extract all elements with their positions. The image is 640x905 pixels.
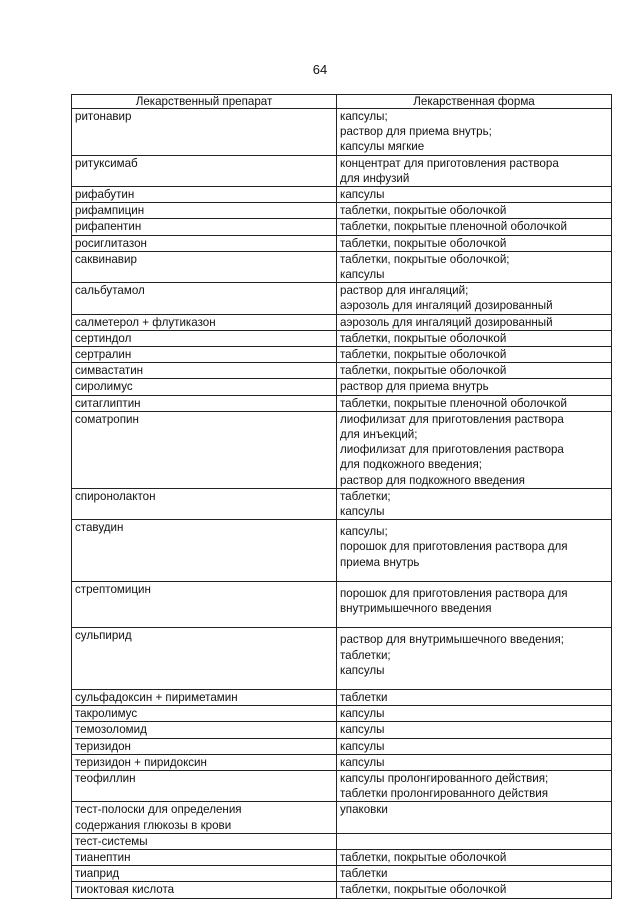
dosage-form-cell <box>337 251 612 282</box>
drug-name: содержания глюкозы в крови <box>75 818 232 832</box>
dosage-form-cell <box>337 802 612 833</box>
dosage-form: таблетки; <box>340 489 391 503</box>
dosage-form-cell <box>337 520 612 582</box>
dosage-form: раствор для ингаляций; <box>340 284 469 298</box>
dosage-form: капсулы <box>340 268 385 282</box>
dosage-form-cell <box>337 219 612 235</box>
table-row <box>72 219 612 235</box>
table-row <box>72 882 612 898</box>
table-row <box>72 187 612 203</box>
dosage-form <box>340 834 608 849</box>
table-body <box>72 109 612 899</box>
dosage-form: концентрат для приготовления раствора <box>340 156 559 170</box>
dosage-form: капсулы; <box>340 110 388 123</box>
drug-name: сертралин <box>75 348 132 362</box>
dosage-form: таблетки, покрытые оболочкой <box>340 348 507 362</box>
drug-name: рифабутин <box>75 188 135 202</box>
drug-name-cell <box>72 520 337 582</box>
dosage-form: лиофилизат для приготовления раствора <box>340 412 564 426</box>
page-number: 64 <box>312 62 328 77</box>
drug-name-cell <box>72 738 337 754</box>
dosage-form-cell <box>337 109 612 156</box>
dosage-form-cell <box>337 347 612 363</box>
drug-name-cell <box>72 849 337 865</box>
drug-name: ситаглиптин <box>75 396 141 410</box>
drug-name: росиглитазон <box>75 236 147 250</box>
dosage-form: таблетки, покрытые оболочкой <box>340 331 507 345</box>
dosage-form-cell <box>337 581 612 627</box>
drug-name: теризидон + пиридоксин <box>75 755 207 769</box>
header-drug: Лекарственный препарат <box>72 95 337 109</box>
dosage-form: таблетки, покрытые оболочкой <box>340 883 507 897</box>
dosage-form: капсулы <box>340 755 385 769</box>
table-header-row <box>72 95 612 109</box>
table-row <box>72 833 612 849</box>
drug-table <box>71 94 612 899</box>
table-row <box>72 628 612 690</box>
dosage-form: порошок для приготовления раствора для <box>340 586 568 600</box>
drug-name: сульфадоксин + пириметамин <box>75 690 238 704</box>
drug-name: сиролимус <box>75 380 133 394</box>
drug-name-cell <box>72 395 337 411</box>
dosage-form: таблетки, покрытые оболочкой <box>340 204 507 218</box>
dosage-form: для инфузий <box>340 171 410 185</box>
drug-name-cell <box>72 628 337 690</box>
dosage-form: порошок для приготовления раствора для <box>340 540 568 554</box>
drug-name-cell <box>72 347 337 363</box>
dosage-form-cell <box>337 187 612 203</box>
table-row <box>72 379 612 395</box>
dosage-form: для подкожного введения; <box>340 458 483 472</box>
drug-name-cell <box>72 411 337 488</box>
table-row <box>72 802 612 833</box>
dosage-form: лиофилизат для приготовления раствора <box>340 443 564 457</box>
drug-name: ставудин <box>75 521 124 535</box>
drug-name-cell <box>72 235 337 251</box>
dosage-form-cell <box>337 689 612 705</box>
dosage-form-cell <box>337 330 612 346</box>
dosage-form: таблетки, покрытые оболочкой <box>340 364 507 378</box>
dosage-form: раствор для приема внутрь <box>340 380 489 394</box>
drug-name: сертиндол <box>75 331 132 345</box>
dosage-form: аэрозоль для ингаляций дозированный <box>340 299 553 313</box>
dosage-form: капсулы <box>340 663 385 677</box>
drug-name: тиаприд <box>75 867 120 881</box>
dosage-form: капсулы <box>340 739 385 753</box>
drug-name-cell <box>72 330 337 346</box>
drug-name: сульпирид <box>75 629 132 643</box>
dosage-form-cell <box>337 882 612 898</box>
dosage-form: аэрозоль для ингаляций дозированный <box>340 315 553 329</box>
drug-name-cell <box>72 833 337 849</box>
dosage-form: приема внутрь <box>340 555 420 569</box>
dosage-form-cell <box>337 488 612 519</box>
dosage-form-cell <box>337 849 612 865</box>
table-row <box>72 706 612 722</box>
drug-name-cell <box>72 754 337 770</box>
dosage-form-cell <box>337 395 612 411</box>
table-row <box>72 155 612 186</box>
drug-name: тест-полоски для определения <box>75 803 242 817</box>
drug-name: теофиллин <box>75 771 136 785</box>
table-row <box>72 754 612 770</box>
dosage-form: таблетки, покрытые пленочной оболочкой <box>340 396 567 410</box>
drug-name-cell <box>72 581 337 627</box>
drug-name: такролимус <box>75 707 138 721</box>
table-row <box>72 849 612 865</box>
table-row <box>72 395 612 411</box>
dosage-form: таблетки, покрытые оболочкой; <box>340 252 510 266</box>
table-row <box>72 251 612 282</box>
dosage-form-cell <box>337 155 612 186</box>
table-row <box>72 283 612 314</box>
drug-name: ритонавир <box>75 110 132 123</box>
dosage-form: таблетки пролонгированного действия <box>340 787 549 801</box>
drug-name-cell <box>72 882 337 898</box>
table-row <box>72 866 612 882</box>
dosage-form-cell <box>337 706 612 722</box>
dosage-form-cell <box>337 314 612 330</box>
drug-name-cell <box>72 109 337 156</box>
table-row <box>72 235 612 251</box>
drug-name: тианептин <box>75 850 131 864</box>
drug-name: стрептомицин <box>75 582 151 596</box>
dosage-form-cell <box>337 833 612 849</box>
dosage-form-cell <box>337 722 612 738</box>
drug-name: темозоломид <box>75 723 147 737</box>
table-row <box>72 738 612 754</box>
dosage-form-cell <box>337 235 612 251</box>
dosage-form-cell <box>337 379 612 395</box>
drug-name-cell <box>72 802 337 833</box>
dosage-form: таблетки <box>340 867 388 881</box>
dosage-form: капсулы <box>340 188 385 202</box>
table-row <box>72 203 612 219</box>
table-row <box>72 488 612 519</box>
drug-name: соматропин <box>75 412 139 426</box>
dosage-form: раствор для подкожного введения <box>340 473 525 487</box>
drug-name-cell <box>72 251 337 282</box>
drug-name: спиронолактон <box>75 489 156 503</box>
table-row <box>72 722 612 738</box>
dosage-form-cell <box>337 283 612 314</box>
dosage-form-cell <box>337 363 612 379</box>
drug-name-cell <box>72 203 337 219</box>
dosage-form: капсулы пролонгированного действия; <box>340 771 549 785</box>
dosage-form: капсулы <box>340 505 385 519</box>
drug-name-cell <box>72 187 337 203</box>
dosage-form: таблетки, покрытые пленочной оболочкой <box>340 220 567 234</box>
drug-name-cell <box>72 283 337 314</box>
drug-name-cell <box>72 379 337 395</box>
drug-name: сальбутамол <box>75 284 145 298</box>
table-row <box>72 411 612 488</box>
drug-name-cell <box>72 314 337 330</box>
table-row <box>72 109 612 156</box>
dosage-form: таблетки <box>340 690 388 704</box>
table-row <box>72 689 612 705</box>
drug-name-cell <box>72 219 337 235</box>
drug-name: теризидон <box>75 739 131 753</box>
dosage-form: раствор для внутримышечного введения; <box>340 633 564 647</box>
drug-name-cell <box>72 866 337 882</box>
dosage-form: таблетки, покрытые оболочкой <box>340 236 507 250</box>
drug-name: симвастатин <box>75 364 144 378</box>
dosage-form-cell <box>337 411 612 488</box>
table-row <box>72 314 612 330</box>
drug-name-cell <box>72 363 337 379</box>
dosage-form: капсулы мягкие <box>340 140 425 154</box>
dosage-form-cell <box>337 738 612 754</box>
dosage-form: раствор для приема внутрь; <box>340 125 492 139</box>
header-form: Лекарственная форма <box>337 95 612 109</box>
table-row <box>72 363 612 379</box>
dosage-form: внутримышечного введения <box>340 602 492 616</box>
dosage-form: упаковки <box>340 803 388 817</box>
drug-name: тест-системы <box>75 834 148 848</box>
drug-name-cell <box>72 770 337 801</box>
dosage-form: таблетки, покрытые оболочкой <box>340 850 507 864</box>
dosage-form-cell <box>337 754 612 770</box>
drug-name-cell <box>72 155 337 186</box>
dosage-form-cell <box>337 628 612 690</box>
table-row <box>72 770 612 801</box>
drug-name: ритуксимаб <box>75 156 138 170</box>
dosage-form: капсулы <box>340 723 385 737</box>
drug-name: саквинавир <box>75 252 137 266</box>
drug-name: рифампицин <box>75 204 145 218</box>
drug-name-cell <box>72 689 337 705</box>
dosage-form: для инъекций; <box>340 428 418 442</box>
drug-name-cell <box>72 706 337 722</box>
dosage-form: таблетки; <box>340 648 391 662</box>
dosage-form: капсулы <box>340 707 385 721</box>
drug-name-cell <box>72 488 337 519</box>
dosage-form: капсулы; <box>340 525 388 539</box>
table-row <box>72 581 612 627</box>
table-row <box>72 520 612 582</box>
dosage-form-cell <box>337 770 612 801</box>
drug-name: тиоктовая кислота <box>75 883 175 897</box>
drug-name-cell <box>72 722 337 738</box>
drug-name: салметерол + флутиказон <box>75 315 216 329</box>
dosage-form-cell <box>337 203 612 219</box>
table-row <box>72 330 612 346</box>
table-row <box>72 347 612 363</box>
drug-name: рифапентин <box>75 220 142 234</box>
dosage-form-cell <box>337 866 612 882</box>
